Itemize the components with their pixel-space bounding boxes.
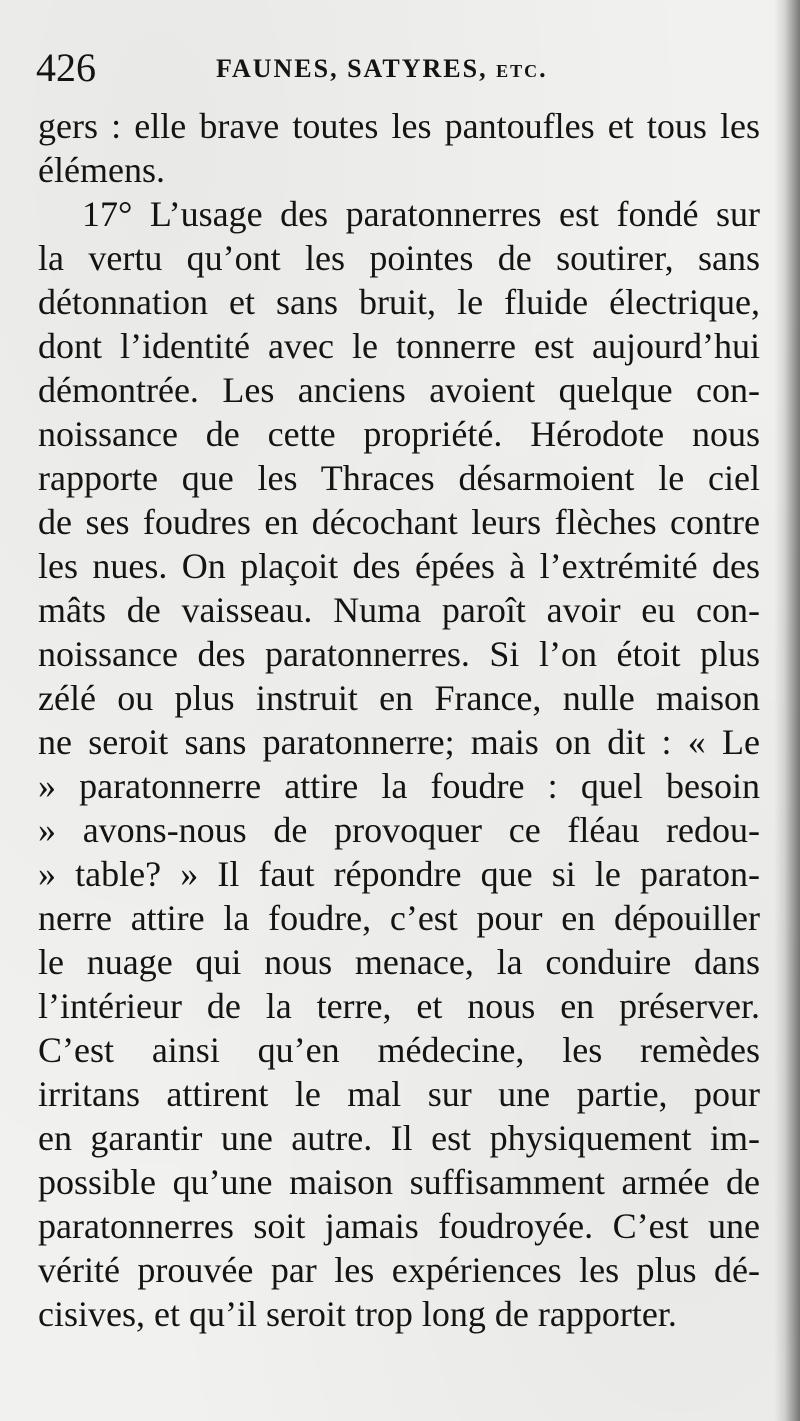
- text-line: de ses foudres en décochant leurs flèches contre: [38, 502, 760, 542]
- text-line: démontrée. Les anciens avoient quelque con-: [38, 370, 760, 410]
- text-line: paratonnerres soit jamais foudroyée. C’est une: [38, 1206, 760, 1246]
- text-line: possible qu’une maison suffisamment armée de: [38, 1162, 760, 1202]
- page-number: 426: [36, 45, 96, 90]
- text-line: noissance de cette propriété. Hérodote nous: [38, 414, 760, 454]
- running-title: FAUNES, SATYRES, etc.: [216, 54, 548, 83]
- text-line: élémens.: [38, 150, 165, 190]
- text-line: » table? » Il faut répondre que si le paraton-: [38, 854, 760, 894]
- paragraph-start-line: 17° L’usage des paratonnerres est fondé sur: [82, 194, 760, 234]
- text-line: détonnation et sans bruit, le fluide électrique,: [38, 282, 760, 322]
- text-line: ne seroit sans paratonnerre; mais on dit : « Le: [38, 722, 760, 762]
- text-line: le nuage qui nous menace, la conduire dans: [38, 942, 760, 982]
- text-line: mâts de vaisseau. Numa paroît avoir eu con-: [38, 590, 760, 630]
- body-text: [38, 104, 760, 1336]
- text-line: gers : elle brave toutes les pantoufles et tous les: [38, 106, 760, 146]
- text-line: vérité prouvée par les expériences les plus dé-: [38, 1250, 760, 1290]
- text-line: en garantir une autre. Il est physiquement im-: [38, 1118, 760, 1158]
- text-line: nerre attire la foudre, c’est pour en dépouiller: [38, 898, 760, 938]
- text-line: rapporte que les Thraces désarmoient le ciel: [38, 458, 760, 498]
- text-line: la vertu qu’ont les pointes de soutirer, sans: [38, 238, 760, 278]
- text-line: l’intérieur de la terre, et nous en préserver.: [38, 986, 760, 1026]
- text-line: dont l’identité avec le tonnerre est aujourd’hui: [38, 326, 760, 366]
- text-line: » paratonnerre attire la foudre : quel besoin: [38, 766, 760, 806]
- text-line: » avons-nous de provoquer ce fléau redou-: [38, 810, 760, 850]
- text-line: zélé ou plus instruit en France, nulle maison: [38, 678, 760, 718]
- text-line: noissance des paratonnerres. Si l’on étoit plus: [38, 634, 760, 674]
- text-line: cisives, et qu’il seroit trop long de rapporter.: [38, 1294, 677, 1334]
- text-line: les nues. On plaçoit des épées à l’extrémité des: [38, 546, 760, 586]
- running-head: [36, 44, 756, 92]
- page-edge-shadow: [774, 0, 800, 1421]
- text-line: irritans attirent le mal sur une partie, pour: [38, 1074, 760, 1114]
- text-line: C’est ainsi qu’en médecine, les remèdes: [38, 1030, 760, 1070]
